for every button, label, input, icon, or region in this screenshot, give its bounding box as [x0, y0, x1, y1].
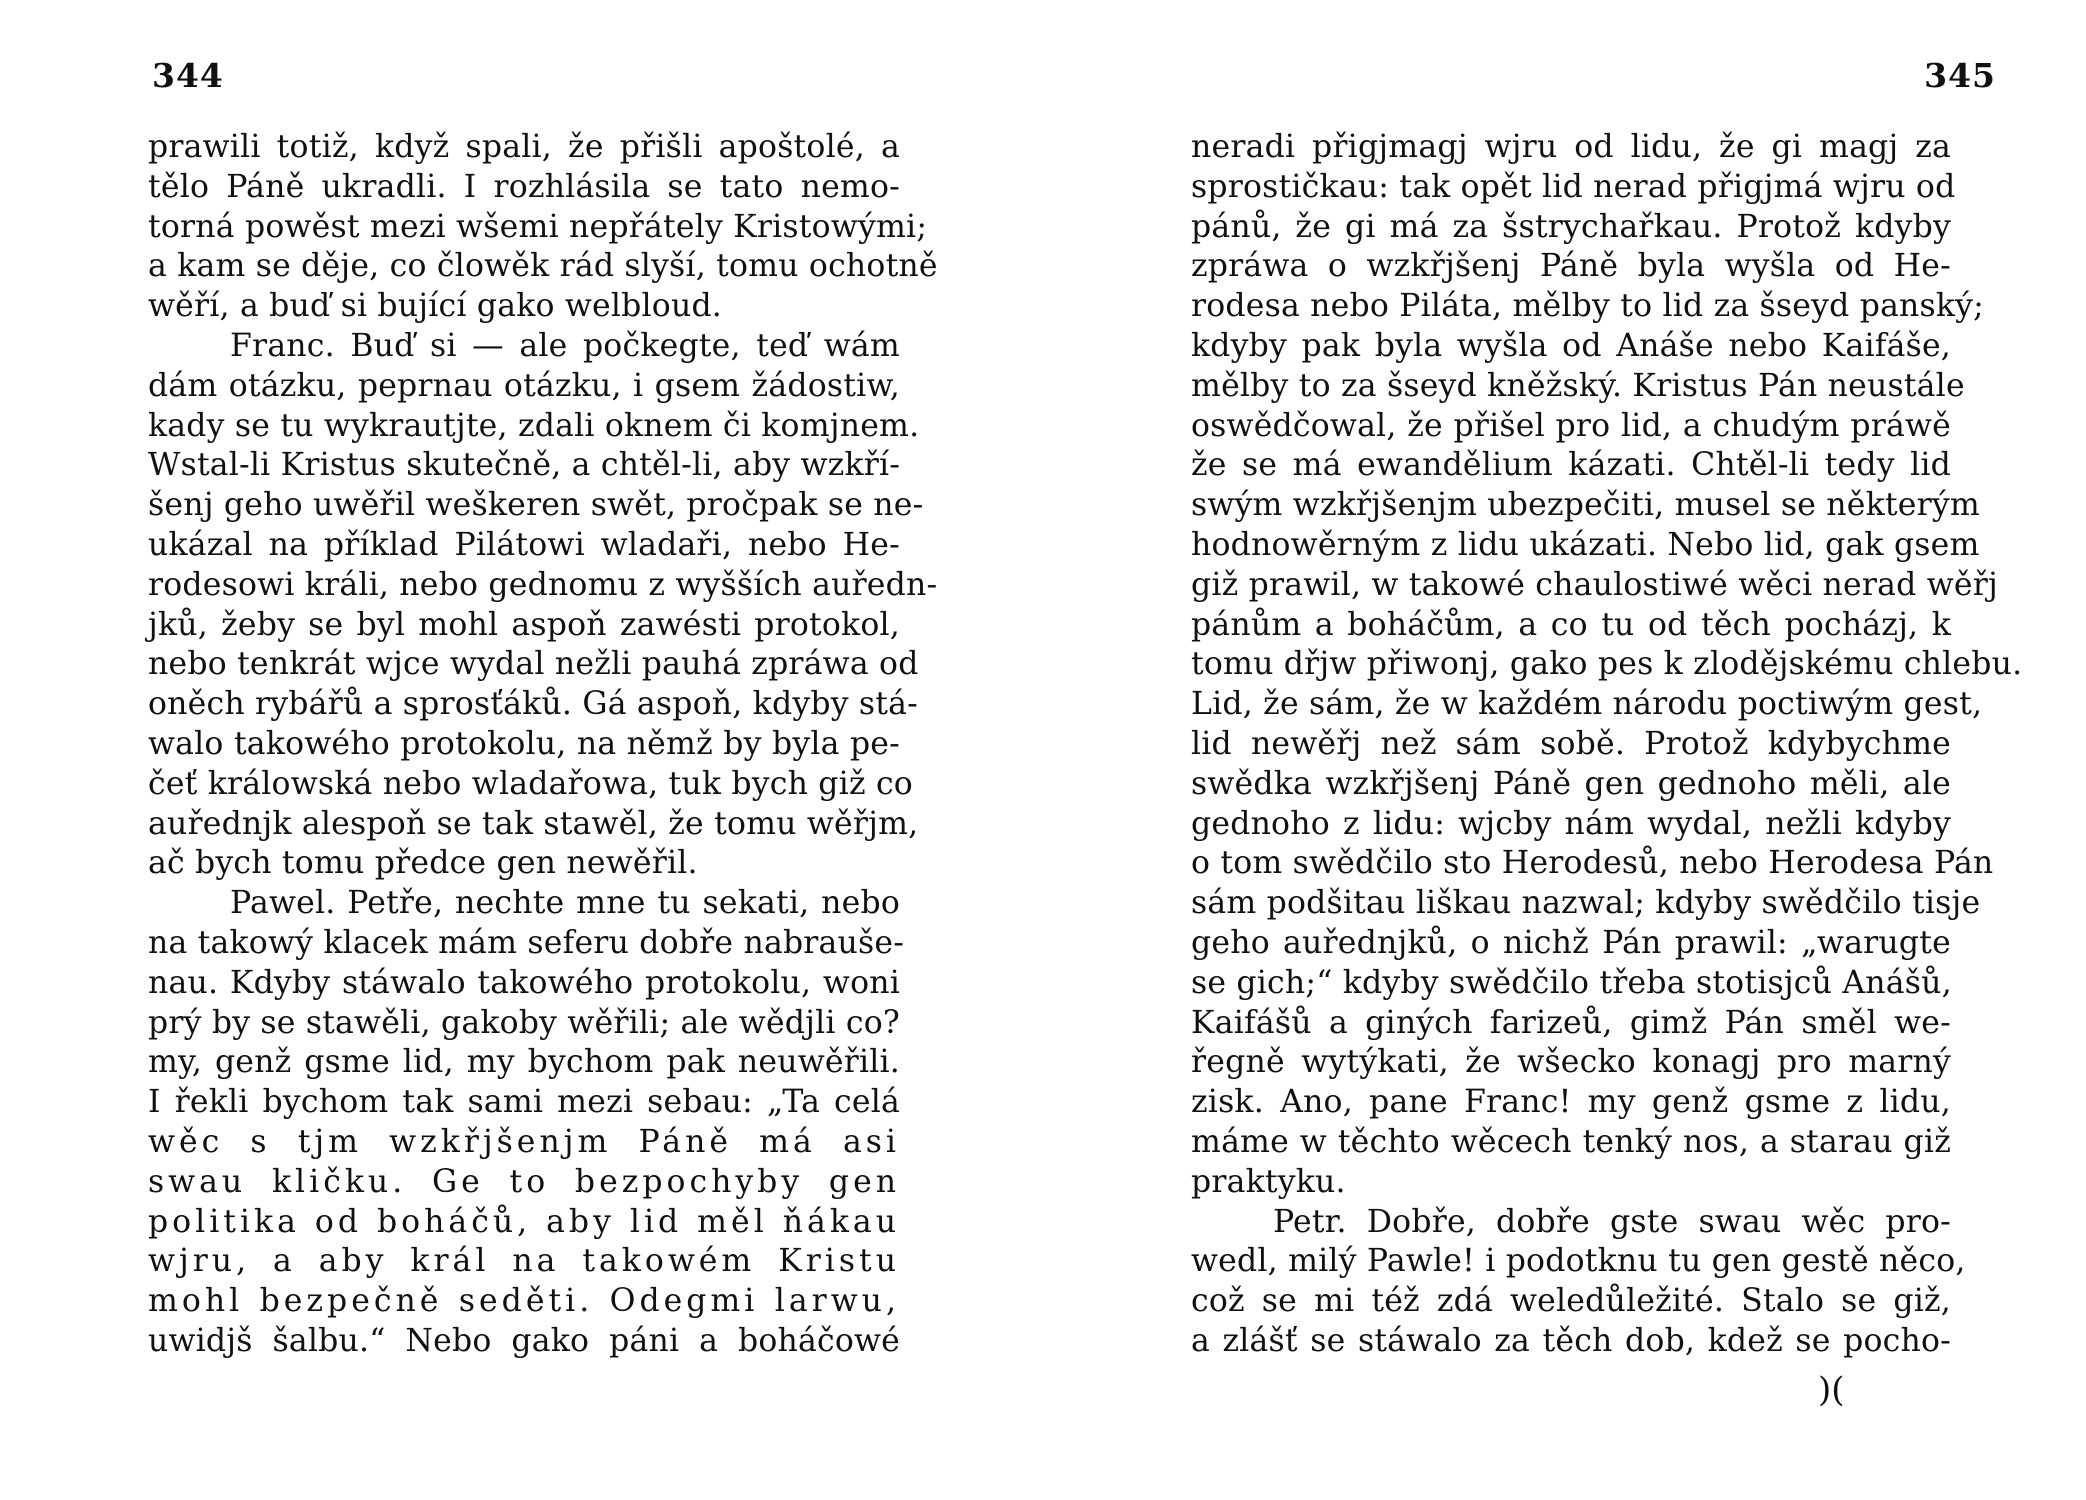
text-line: dám otázku, peprnau otázku, i gsem žádostiw,: [148, 367, 900, 404]
text-line: swau kličku. Ge to bezpochyby gen: [148, 1163, 900, 1200]
text-line: ukázal na příklad Pilátowi wladaři, nebo He-: [148, 526, 900, 563]
text-line: čeť králowská nebo wladařowa, tuk bych giž co: [148, 765, 913, 802]
text-line: zpráwa o wzkřjšenj Páně byla wyšla od He-: [1191, 248, 1951, 285]
right-page: [1043, 0, 2086, 1500]
text-line: ač bych tomu předce gen newěřil.: [148, 845, 698, 882]
text-line: tomu dřjw přiwonj, gako pes k zlodějskému chlebu.: [1191, 646, 2023, 683]
text-line: tělo Páně ukradli. I rozhlásila se tato nemo-: [148, 168, 900, 205]
text-line: neradi přigjmagj wjru od lidu, že gi magj za: [1191, 129, 1951, 165]
text-line: se gich;“ kdyby swědčilo třeba stotisjců Anášů,: [1191, 964, 1952, 1001]
text-line: pánů, že gi má za šstrychařkau. Protož kdyby: [1191, 208, 1951, 245]
text-line: a kam se děje, co člowěk rád slyší, tomu ochotně: [148, 248, 938, 285]
text-line: o tom swědčilo sto Herodesů, nebo Herodesa Pán: [1191, 845, 1994, 882]
text-line: I řekli bychom tak sami mezi sebau: „Ta celá: [148, 1084, 900, 1121]
text-line: oswědčowal, že přišel pro lid, a chudým práwě: [1191, 407, 1951, 444]
text-line: hodnowěrným z lidu ukázati. Nebo lid, gak gsem: [1191, 526, 1980, 563]
text-line: geho auřednjků, o nichž Pán prawil: „warugte: [1191, 924, 1951, 961]
text-line: rodesowi králi, nebo gednomu z wyšších auředn-: [148, 566, 938, 603]
text-line: lid newěřj než sám sobě. Protož kdybychme: [1191, 725, 1951, 762]
text-line: kady se tu wykrautjte, zdali oknem či komjnem.: [148, 407, 920, 444]
text-line: giž prawil, w takowé chaulostiwé wěci nerad wěřj: [1191, 566, 1998, 603]
text-line: Lid, že sám, že w každém národu poctiwým gest,: [1191, 686, 1983, 723]
text-line: zisk. Ano, pane Franc! my genž gsme z lidu,: [1191, 1084, 1951, 1121]
text-line: Wstal-li Kristus skutečně, a chtěl-li, aby wzkří-: [148, 447, 901, 484]
text-line: swým wzkřjšenjm ubezpečiti, musel se některým: [1191, 487, 1980, 524]
text-line: nau. Kdyby stáwalo takowého protokolu, woni: [148, 964, 900, 1001]
right-page-text: [1191, 128, 2023, 1362]
text-line: oněch rybářů a sprosťáků. Gá aspoň, kdyby stá-: [148, 686, 918, 723]
text-line: torná powěst mezi wšemi nepřátely Kristowými;: [148, 208, 928, 245]
text-line: Pawel. Petře, nechte mne tu sekati, nebo: [230, 885, 900, 922]
text-line: wěří, a buď si bující gako welbloud.: [148, 288, 723, 325]
text-line: což se mi též zdá weledůležité. Stalo se giž,: [1191, 1283, 1951, 1320]
text-line: praktyku.: [1191, 1163, 1346, 1200]
text-line: pánům a boháčům, a co tu od těch pocházj, k: [1191, 606, 1951, 643]
text-line: my, genž gsme lid, my bychom pak neuwěřili.: [148, 1044, 900, 1081]
text-line: prawili totiž, když spali, že přišli apoštolé, a: [148, 129, 900, 165]
text-line: máme w těchto wěcech tenký nos, a starau giž: [1191, 1123, 1951, 1160]
text-line: sprostičkau: tak opět lid nerad přigjmá wjru od: [1191, 168, 1956, 205]
text-line: auřednjk alespoň se tak stawěl, že tomu wěřjm,: [148, 805, 919, 842]
text-line: Petr. Dobře, dobře gste swau wěc pro-: [1273, 1203, 1951, 1240]
text-line: mělby to za šseyd kněžský. Kristus Pán neustále: [1191, 367, 1965, 404]
text-line: mohl bezpečně seděti. Odegmi larwu,: [148, 1283, 900, 1320]
text-line: Kaifášů a giných farizeů, gimž Pán směl we-: [1191, 1004, 1951, 1041]
text-line: Franc. Buď si — ale počkegte, teď wám: [230, 327, 900, 364]
text-line: wěc s tjm wzkřjšenjm Páně má asi: [148, 1123, 900, 1160]
text-line: gednoho z lidu: wjcby nám wydal, nežli kdyby: [1191, 805, 1951, 842]
text-line: rodesa nebo Piláta, mělby to lid za šseyd panský;: [1191, 288, 1984, 325]
text-line: že se má ewandělium kázati. Chtěl-li tedy lid: [1191, 447, 1951, 484]
text-line: a zlášť se stáwalo za těch dob, kdež se pocho-: [1191, 1322, 1951, 1359]
catchword-mark: )(: [1818, 1370, 1845, 1410]
text-line: prý by se stawěli, gakoby wěřili; ale wědjli co?: [148, 1004, 900, 1041]
page-number-right: 345: [1924, 56, 1996, 95]
text-line: uwidjš šalbu.“ Nebo gako páni a boháčowé: [148, 1322, 900, 1359]
text-line: wedl, milý Pawle! i podotknu tu gen gestě něco,: [1191, 1243, 1966, 1280]
text-line: jků, žeby se byl mohl aspoň zawésti protokol,: [148, 606, 900, 643]
left-page-text: [148, 128, 938, 1362]
text-line: politika od boháčů, aby lid měl ňákau: [148, 1203, 900, 1240]
text-line: na takowý klacek mám seferu dobře nabrauše-: [148, 924, 905, 961]
page-number-left: 344: [152, 56, 224, 95]
text-line: kdyby pak byla wyšla od Anáše nebo Kaifáše,: [1191, 327, 1951, 364]
text-line: swědka wzkřjšenj Páně gen gednoho měli, ale: [1191, 765, 1951, 802]
text-line: walo takowého protokolu, na němž by byla pe-: [148, 725, 900, 762]
text-line: šenj geho uwěřil weškeren swět, pročpak se ne-: [148, 487, 924, 524]
text-line: nebo tenkrát wjce wydal nežli pauhá zpráwa od: [148, 646, 919, 683]
text-line: řegně wytýkati, že wšecko konagj pro marný: [1191, 1044, 1951, 1081]
text-line: wjru, a aby král na takowém Kristu: [148, 1243, 900, 1280]
text-line: sám podšitau liškau nazwal; kdyby swědčilo tisje: [1191, 885, 1981, 922]
